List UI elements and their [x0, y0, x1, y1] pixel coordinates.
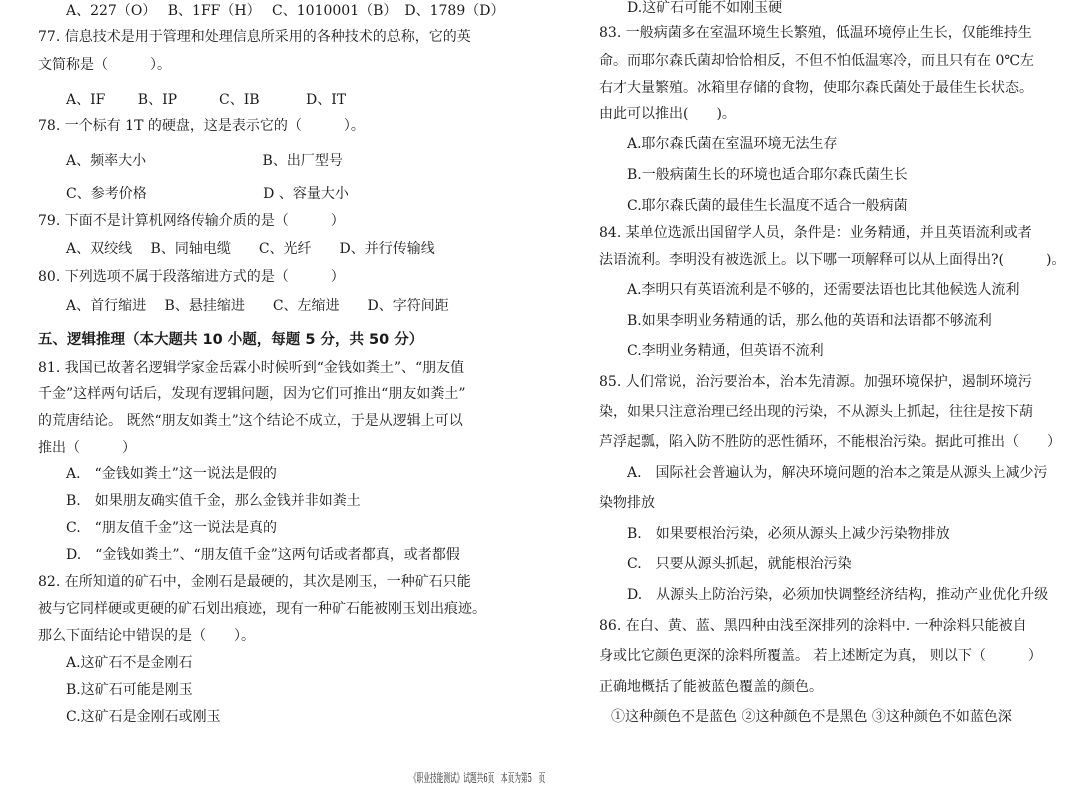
q86-stem-line3: 正确地概括了能被蓝色覆盖的颜色。	[599, 679, 823, 695]
q82-option-c: C.这矿石是金刚石或刚玉	[66, 709, 221, 725]
q84-option-b: B.如果李明业务精通的话，那么他的英语和法语都不够流利	[627, 313, 992, 329]
q82-stem-line2: 被与它同样硬或更硬的矿石划出痕迹，现有一种矿石能被刚玉划出痕迹。	[38, 601, 486, 617]
q78-stem: 78. 一个标有 1T 的硬盘，这是表示它的（ ）。	[38, 118, 365, 134]
q84-option-c: C.李明业务精通，但英语不流利	[627, 343, 824, 359]
q83-stem-line1: 83. 一般病菌多在室温环境生长繁殖，低温环境停止生长，仅能维持生	[599, 25, 1032, 41]
q83-option-c: C.耶尔森氏菌的最佳生长温度不适合一般病菌	[627, 198, 908, 214]
q81-stem-line2: 千金”这样两句话后，发现有逻辑问题，因为它们可推出“朋友如粪土”	[38, 386, 466, 402]
q76-options: A、227（O） B、1FF（H） C、1010001（B） D、1789（D）	[66, 3, 505, 19]
q78-options-row2: C、参考价格 D 、容量大小	[66, 186, 349, 202]
q82-stem-line1: 82. 在所知道的矿石中，金刚石是最硬的，其次是刚玉，一种矿石只能	[38, 574, 471, 590]
q77-stem-line1: 77. 信息技术是用于管理和处理信息所采用的各种技术的总称，它的英	[38, 29, 471, 45]
q85-option-b: B. 如果要根治污染，必须从源头上减少污染物排放	[627, 526, 950, 542]
q77-options: A、IF B、IP C、IB D、IT	[66, 92, 347, 108]
q82-option-a: A.这矿石不是金刚石	[66, 655, 193, 671]
section-five-heading: 五、逻辑推理（本大题共 10 小题，每题 5 分，共 50 分）	[38, 332, 424, 348]
q84-stem-line1: 84. 某单位选派出国留学人员，条件是：业务精通，并且英语流利或者	[599, 225, 1032, 241]
q80-stem: 80. 下列选项不属于段落缩进方式的是（ ）	[38, 269, 345, 285]
q85-stem-line1: 85. 人们常说，治污要治本，治本先清源。加强环境保护，遏制环境污	[599, 374, 1032, 390]
q83-stem-line3: 右才大量繁殖。冰箱里存储的食物，使耶尔森氏菌处于最佳生长状态。	[599, 80, 1033, 96]
q81-stem-line1: 81. 我国已故著名逻辑学家金岳霖小时候听到“金钱如粪土”、“朋友值	[38, 360, 465, 376]
q85-stem-line3: 芦浮起瓢，陷入防不胜防的恶性循环，不能根治污染。据此可推出（ ）	[599, 434, 1061, 450]
q83-stem-line2: 命。而耶尔森氏菌却恰恰相反，不但不怕低温寒冷，而且只有在 0℃左	[599, 53, 1035, 69]
q85-stem-line2: 染，如果只注意治理已经出现的污染，不从源头上抓起，往往是按下葫	[599, 404, 1033, 420]
q84-option-a: A.李明只有英语流利是不够的，还需要法语也比其他候选人流利	[627, 282, 1020, 298]
q83-stem-line4: 由此可以推出( )。	[599, 106, 736, 122]
q82-option-d: D.这矿石可能不如刚玉硬	[627, 0, 783, 16]
q82-stem-line3: 那么下面结论中错误的是（ ）。	[38, 628, 255, 644]
q81-stem-line3: 的荒唐结论。 既然“朋友如粪土”这个结论不成立，于是从逻辑上可以	[38, 413, 463, 429]
page-footer: 《职业技能测试》试题共6页 本页为第5 页	[410, 771, 546, 785]
q86-statements: ①这种颜色不是蓝色 ②这种颜色不是黑色 ③这种颜色不如蓝色深	[611, 709, 1012, 725]
q82-option-b: B.这矿石可能是刚玉	[66, 682, 193, 698]
q83-option-a: A.耶尔森氏菌在室温环境无法生存	[627, 136, 838, 152]
q85-option-a-line1: A. 国际社会普遍认为，解决环境问题的治本之策是从源头上减少污	[627, 465, 1048, 481]
q85-option-c: C. 只要从源头抓起，就能根治污染	[627, 556, 852, 572]
q77-stem-line2: 文简称是（ ）。	[38, 57, 171, 73]
q79-stem: 79. 下面不是计算机网络传输介质的是（ ）	[38, 213, 345, 229]
q81-option-d: D. “金钱如粪土”、“朋友值千金”这两句话或者都真，或者都假	[66, 547, 460, 563]
q81-option-c: C. “朋友值千金”这一说法是真的	[66, 520, 277, 536]
q78-options-row1: A、频率大小 B、出厂型号	[66, 153, 343, 169]
q85-option-d: D. 从源头上防治污染，必须加快调整经济结构，推动产业优化升级	[627, 587, 1049, 603]
q84-stem-line2: 法语流利。李明没有被选派上。以下哪一项解释可以从上面得出?( )。	[599, 252, 1066, 268]
q83-option-b: B.一般病菌生长的环境也适合耶尔森氏菌生长	[627, 167, 908, 183]
q81-stem-line4: 推出（ ）	[38, 440, 136, 456]
q81-option-a: A. “金钱如粪土”这一说法是假的	[66, 466, 277, 482]
q79-options: A、双绞线 B、同轴电缆 C、光纤 D、并行传输线	[66, 241, 435, 257]
q86-stem-line1: 86. 在白、黄、蓝、黑四种由浅至深排列的涂料中. 一种涂料只能被自	[599, 618, 1027, 634]
q80-options: A、首行缩进 B、悬挂缩进 C、左缩进 D、字符间距	[66, 298, 449, 314]
q81-option-b: B. 如果朋友确实值千金，那么金钱并非如粪土	[66, 493, 361, 509]
q86-stem-line2: 身或比它颜色更深的涂料所覆盖。 若上述断定为真， 则以下（ ）	[599, 648, 1042, 664]
q85-option-a-line2: 染物排放	[599, 495, 655, 511]
